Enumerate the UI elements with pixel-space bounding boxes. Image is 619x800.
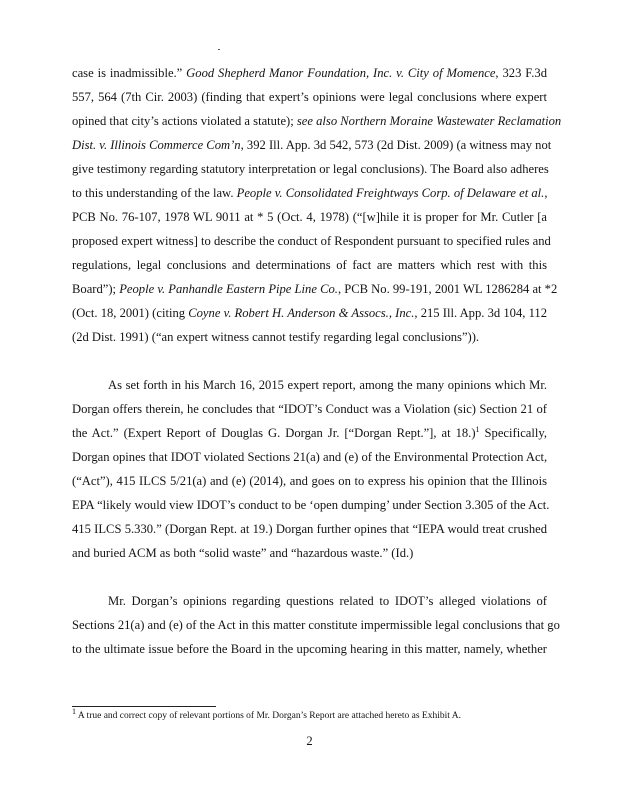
italic-citation: see also Northern Moraine Wastewater Reclamation [296,114,562,128]
footnote-marker: 1 [72,706,76,716]
text-line [72,210,547,224]
footnote-ref: , [544,186,548,200]
footnote-ref: 415 ILCS 5.330.” (Dorgan Rept. at 19.) Dorgan further opines that “IEPA would treat crushed [72,522,547,536]
footnote-ref: the Act.” (Expert Report of Douglas G. Dorgan Jr. [“Dorgan Rept.”], at 18.) [72,426,476,440]
page-number: 2 [306,734,313,748]
text-line [72,618,560,632]
footnote-ref: to the ultimate issue before the Board in the upcoming hearing in this matter, namely, whether [72,642,547,656]
text-line [72,258,547,272]
footnote-ref: , PCB No. 99-191, 2001 WL 1286284 at *2 [337,282,558,296]
footnote-ref: Mr. Dorgan’s opinions regarding questions related to IDOT’s alleged violations of [108,594,547,608]
text-line [72,426,547,440]
footnote-ref: EPA “likely would view IDOT’s conduct to be ‘open dumping’ under Section 3.305 of the Act. [72,498,550,512]
footnote-ref: case is inadmissible.” [72,66,187,80]
text-line [72,90,547,104]
text-line [72,642,547,656]
text-line [72,66,547,80]
text-line [72,330,547,344]
text-line [72,522,547,536]
footnote-ref: (2d Dist. 1991) (“an expert witness cannot testify regarding legal conclusions”)). [72,330,480,344]
text-line [72,498,550,512]
italic-citation: Coyne v. Robert H. Anderson & Assocs., Inc. [188,306,415,320]
text-line [72,474,547,488]
footnote-rule [72,706,216,707]
text-line [72,114,562,128]
footnote-ref: Sections 21(a) and (e) of the Act in this matter constitute impermissible legal conclusions that go [72,618,560,632]
italic-citation: Good Shepherd Manor Foundation, Inc. v. City of Momence [186,66,496,80]
footnote-ref: proposed expert witness] to describe the conduct of Respondent pursuant to specified rules and [72,234,551,248]
italic-citation: Dist. v. Illinois Commerce Com’n [72,138,241,152]
scan-speck [218,49,220,50]
text-line [72,546,547,560]
footnote-ref: give testimony regarding statutory interpretation or legal conclusions). The Board also adheres [72,162,549,176]
footnote-ref: PCB No. 76-107, 1978 WL 9011 at * 5 (Oct. 4, 1978) (“[w]hile it is proper for Mr. Cutler [a [72,210,547,224]
footnote-ref: , 215 Ill. App. 3d 104, 112 [414,306,547,320]
text-line [108,378,547,392]
text-line [72,306,547,320]
text-line [72,234,551,248]
footnote-ref: , 323 F.3d [495,66,547,80]
footnote-ref: (“Act”), 415 ILCS 5/21(a) and (e) (2014), and goes on to express his opinion that the Illinois [72,474,547,488]
footnote-ref: 1 [475,424,480,434]
text-line [72,282,558,296]
footnote-ref: Dorgan opines that IDOT violated Sections 21(a) and (e) of the Environmental Protection Act, [72,450,548,464]
text-line [72,402,547,416]
footnote-ref: , 392 Ill. App. 3d 542, 573 (2d Dist. 2009) (a witness may not [240,138,552,152]
footnote-ref: Board”); [72,282,120,296]
footnote-ref: (Oct. 18, 2001) (citing [72,306,189,320]
text-line [72,138,552,152]
text-line [108,594,547,608]
italic-citation: People v. Consolidated Freightways Corp. of Delaware et al. [236,186,545,200]
footnote-ref: As set forth in his March 16, 2015 expert report, among the many opinions which Mr. [108,378,547,392]
footnote-ref: to this understanding of the law. [72,186,237,200]
footnote-ref: and buried ACM as both “solid waste” and “hazardous waste.” (Id.) [72,546,414,560]
footnote-ref: opined that city’s actions violated a statute); [72,114,297,128]
text-line [72,162,547,176]
footnote-ref: Specifically, [479,426,547,440]
footnote-ref: Dorgan offers therein, he concludes that “IDOT’s Conduct was a Violation (sic) Section 21 of [72,402,547,416]
italic-citation: People v. Panhandle Eastern Pipe Line Co. [119,282,338,296]
footnote-ref: 557, 564 (7th Cir. 2003) (finding that expert’s opinions were legal conclusions where expert [72,90,547,104]
footnote-ref: regulations, legal conclusions and determinations of fact are matters which rest with this [72,258,547,272]
text-line [72,450,547,464]
footnote-text: A true and correct copy of relevant portions of Mr. Dorgan’s Report are attached hereto as Exhibit A. [76,711,461,721]
text-line [72,186,547,200]
footnote [72,706,547,722]
